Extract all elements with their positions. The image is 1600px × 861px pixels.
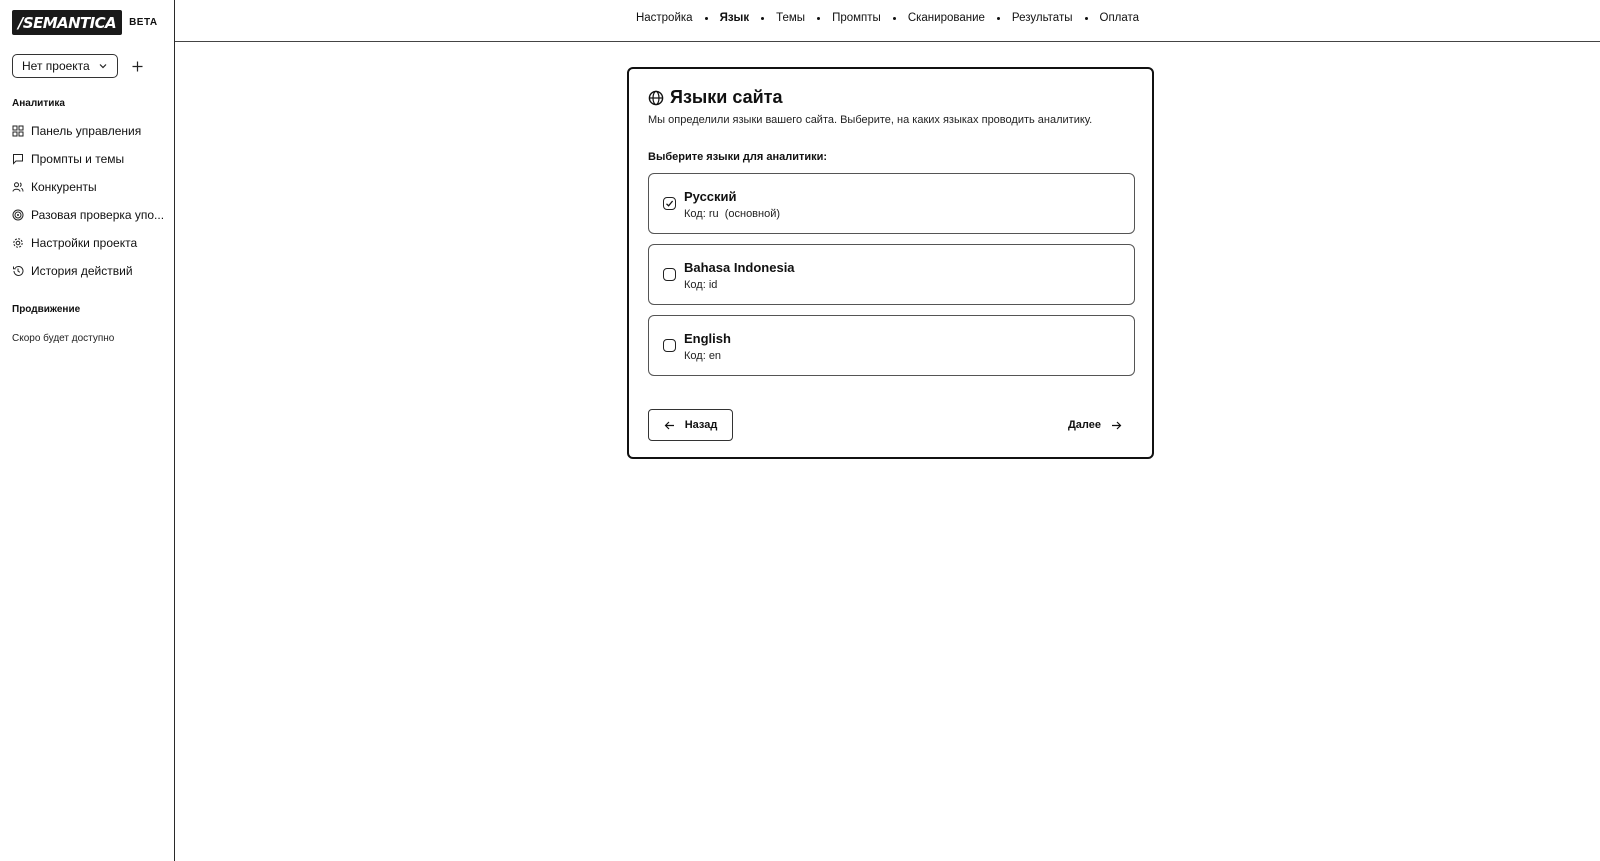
sidebar-item-label: Конкуренты (31, 180, 97, 194)
step-separator (705, 17, 708, 20)
checkmark-icon (665, 199, 674, 208)
chevron-down-icon (98, 61, 108, 71)
language-option-en[interactable] (648, 315, 1135, 376)
step-prompts[interactable]: Промпты (832, 12, 881, 24)
sidebar-item-label: Настройки проекта (31, 236, 138, 250)
language-code: Код: id (684, 279, 718, 291)
next-button-label: Далее (1067, 419, 1102, 431)
language-code: Код: ru (основной) (684, 208, 781, 220)
language-name: Bahasa Indonesia (684, 260, 795, 275)
language-name: English (684, 331, 731, 346)
chat-icon (12, 153, 24, 165)
back-button[interactable] (648, 409, 733, 441)
language-option-id[interactable] (648, 244, 1135, 305)
promotion-note: Скоро будет доступно (12, 333, 115, 344)
target-icon (12, 209, 24, 221)
language-checkbox[interactable] (663, 197, 676, 210)
beta-badge: BETA (129, 17, 158, 28)
next-button[interactable] (1054, 409, 1136, 441)
sidebar-item-project-settings[interactable] (12, 229, 167, 257)
sidebar-item-prompts[interactable] (12, 145, 167, 173)
sidebar-nav (12, 117, 167, 285)
globe-icon (648, 90, 664, 106)
choose-languages-label: Выберите языки для аналитики: (648, 151, 828, 163)
project-row (12, 54, 146, 78)
project-select-value: Нет проекта (22, 59, 90, 73)
language-checkbox[interactable] (663, 339, 676, 352)
card-title-text: Языки сайта (670, 87, 783, 107)
sidebar-item-history[interactable] (12, 257, 167, 285)
site-languages-card (627, 67, 1154, 459)
sidebar-item-label: Разовая проверка упо... (31, 208, 165, 222)
card-title (648, 87, 782, 108)
gear-icon (12, 237, 24, 249)
step-language[interactable]: Язык (719, 12, 750, 24)
sidebar (0, 0, 175, 861)
users-icon (12, 181, 24, 193)
sidebar-item-label: Промпты и темы (31, 152, 125, 166)
step-separator (893, 17, 896, 20)
logo[interactable]: /SEMANTICA (12, 10, 122, 35)
arrow-right-icon (1111, 420, 1122, 431)
sidebar-item-one-time-check[interactable] (12, 201, 167, 229)
language-code: Код: en (684, 350, 722, 362)
dashboard-icon (12, 125, 24, 137)
back-button-label: Назад (684, 419, 718, 431)
plus-icon (132, 61, 143, 72)
analytics-section-title: Аналитика (12, 98, 65, 109)
history-icon (12, 265, 24, 277)
language-option-ru[interactable] (648, 173, 1135, 234)
promotion-section-title: Продвижение (12, 304, 81, 315)
project-select[interactable] (12, 54, 118, 78)
stepper (175, 12, 1600, 24)
brand[interactable] (12, 10, 158, 35)
arrow-left-icon (664, 420, 675, 431)
step-payment[interactable]: Оплата (1099, 12, 1140, 24)
step-separator (817, 17, 820, 20)
step-separator (761, 17, 764, 20)
language-name: Русский (684, 189, 737, 204)
stepper-bar (175, 0, 1600, 42)
card-description: Мы определили языки вашего сайта. Выберите, на каких языках проводить аналитику. (648, 114, 1093, 126)
step-setup[interactable]: Настройка (635, 12, 693, 24)
step-separator (997, 17, 1000, 20)
sidebar-item-label: Панель управления (31, 124, 142, 138)
sidebar-item-competitors[interactable] (12, 173, 167, 201)
step-separator (1085, 17, 1088, 20)
step-scanning[interactable]: Сканирование (907, 12, 985, 24)
sidebar-item-label: История действий (31, 264, 133, 278)
sidebar-item-dashboard[interactable] (12, 117, 167, 145)
step-topics[interactable]: Темы (776, 12, 806, 24)
step-results[interactable]: Результаты (1011, 12, 1073, 24)
add-project-button[interactable] (128, 57, 146, 75)
language-checkbox[interactable] (663, 268, 676, 281)
